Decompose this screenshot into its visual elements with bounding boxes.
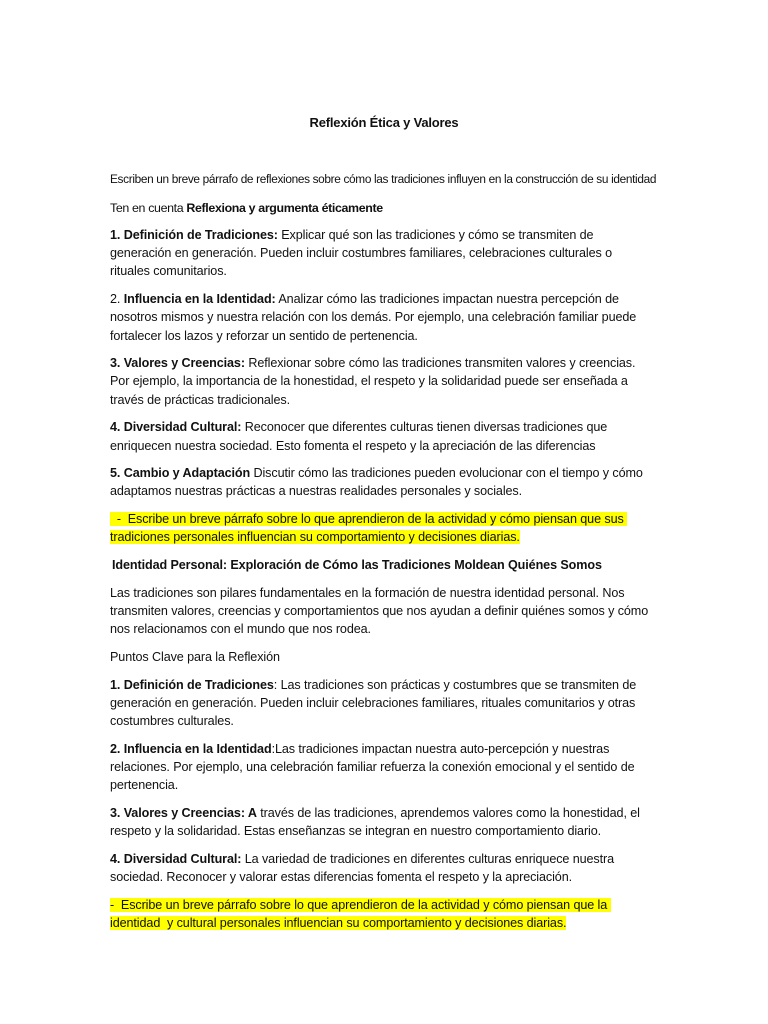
section1-item-3	[110, 354, 650, 409]
ten-en-cuenta-prefix: Ten en cuenta	[110, 201, 187, 215]
ten-en-cuenta-bold: Reflexiona y argumenta éticamente	[186, 201, 383, 215]
section1-item-1-text: Explicar qué son las tradiciones y cómo se transmiten de generación en generación. Pueden incluir costumbres familiares, celebraciones culturales o rituales comunitarios.	[110, 228, 613, 279]
section1-item-3-text: Reflexionar sobre cómo las tradiciones transmiten valores y creencias. Por ejemplo, la importancia de la honestidad, el respeto y la solidaridad puede ser enseñada a través de prácticas tradicionales.	[110, 356, 636, 407]
section2-heading: Identidad Personal: Exploración de Cómo las Tradiciones Moldean Quiénes Somos	[112, 558, 602, 573]
section2-item-1-label: 1. Definición de Tradiciones	[110, 677, 274, 692]
section2-item-4-text: La variedad de tradiciones en diferentes culturas enriquece nuestra sociedad. Reconocer y valorar estas diferencias fomenta el respeto y la apreciación.	[110, 851, 615, 884]
section1-item-4	[110, 418, 650, 454]
section1-item-2-text: Analizar cómo las tradiciones impactan nuestra percepción de nosotros mismos y nuestra relación con los demás. Por ejemplo, una celebración familiar puede fortalecer los lazos y reforzar un sentido de pertenencia.	[110, 292, 637, 343]
section1-item-2	[110, 290, 650, 345]
document-title: Reflexión Ética y Valores	[309, 115, 459, 130]
section2-item-2-label: 2. Influencia en la Identidad	[110, 741, 272, 756]
section2-paragraph: Las tradiciones son pilares fundamentales en la formación de nuestra identidad personal. Nos transmiten valores, creencias y comportamientos que nos ayudan a definir quiénes somos y cómo nos relacionamos con el mundo que nos rodea.	[110, 585, 649, 637]
section1-item-5-label: 5. Cambio y Adaptación	[110, 466, 251, 481]
section2-item-1-text: : Las tradiciones son prácticas y costumbres que se transmiten de generación en generación. Pueden incluir celebraciones familiares, rituales comunitarios y otras costumbres culturales.	[110, 677, 637, 728]
section2-item-2-text: :Las tradiciones impactan nuestra auto-percepción y nuestras relaciones. Por ejemplo, una celebración familiar refuerza la conexión emocional y el sentido de pertenencia.	[110, 741, 635, 793]
section1-item-2-number: 2.	[110, 292, 124, 307]
section1-item-5	[110, 464, 650, 500]
section2-highlight-paragraph	[110, 896, 650, 932]
section1-item-4-text: Reconocer que diferentes culturas tienen diversas tradiciones que enriquecen nuestra sociedad. Esto fomenta el respeto y la apreciación de las diferencias	[110, 420, 608, 453]
section2-item-3-label: 3. Valores y Creencias: A	[110, 805, 257, 820]
section1-item-1-label: 1. Definición de Tradiciones:	[110, 228, 278, 242]
section2-item-3	[110, 804, 650, 840]
section2-item-4	[110, 850, 650, 886]
section1-item-2-label: Influencia en la Identidad:	[123, 292, 276, 307]
section1-item-5-text: Discutir cómo las tradiciones pueden evolucionar con el tiempo y cómo adaptamos nuestras prácticas a nuestras realidades personales y sociales.	[110, 466, 643, 499]
section1-item-3-label: 3. Valores y Creencias:	[110, 356, 245, 371]
section2-item-3-text: través de las tradiciones, aprendemos valores como la honestidad, el respeto y la solidaridad. Estas enseñanzas se integran en nuestro comportamiento diario.	[110, 805, 640, 838]
section2-highlight-text: - Escribe un breve párrafo sobre lo que aprendieron de la actividad y cómo piensan que la identidad y cultural personales influencian su comportamiento y decisiones diarias.	[110, 897, 611, 930]
document-page	[110, 0, 658, 1024]
section1-highlight-paragraph	[110, 510, 650, 546]
document-body	[110, 226, 650, 942]
section2-subheading: Puntos Clave para la Reflexión	[110, 649, 280, 664]
intro-instruction: Escriben un breve párrafo de reflexiones sobre cómo las tradiciones influyen en la construcción de su identidad	[110, 172, 657, 186]
section2-item-1	[110, 676, 650, 731]
section1-item-4-label: 4. Diversidad Cultural:	[110, 420, 242, 435]
section1-highlight-text: - Escribe un breve párrafo sobre lo que aprendieron de la actividad y cómo piensan que sus tradiciones personales influencian su comportamiento y decisiones diarias.	[110, 512, 628, 545]
section1-item-1	[110, 226, 650, 281]
section2-item-2	[110, 740, 650, 795]
section2-item-4-label: 4. Diversidad Cultural:	[110, 851, 242, 866]
ten-en-cuenta-line	[110, 201, 383, 215]
